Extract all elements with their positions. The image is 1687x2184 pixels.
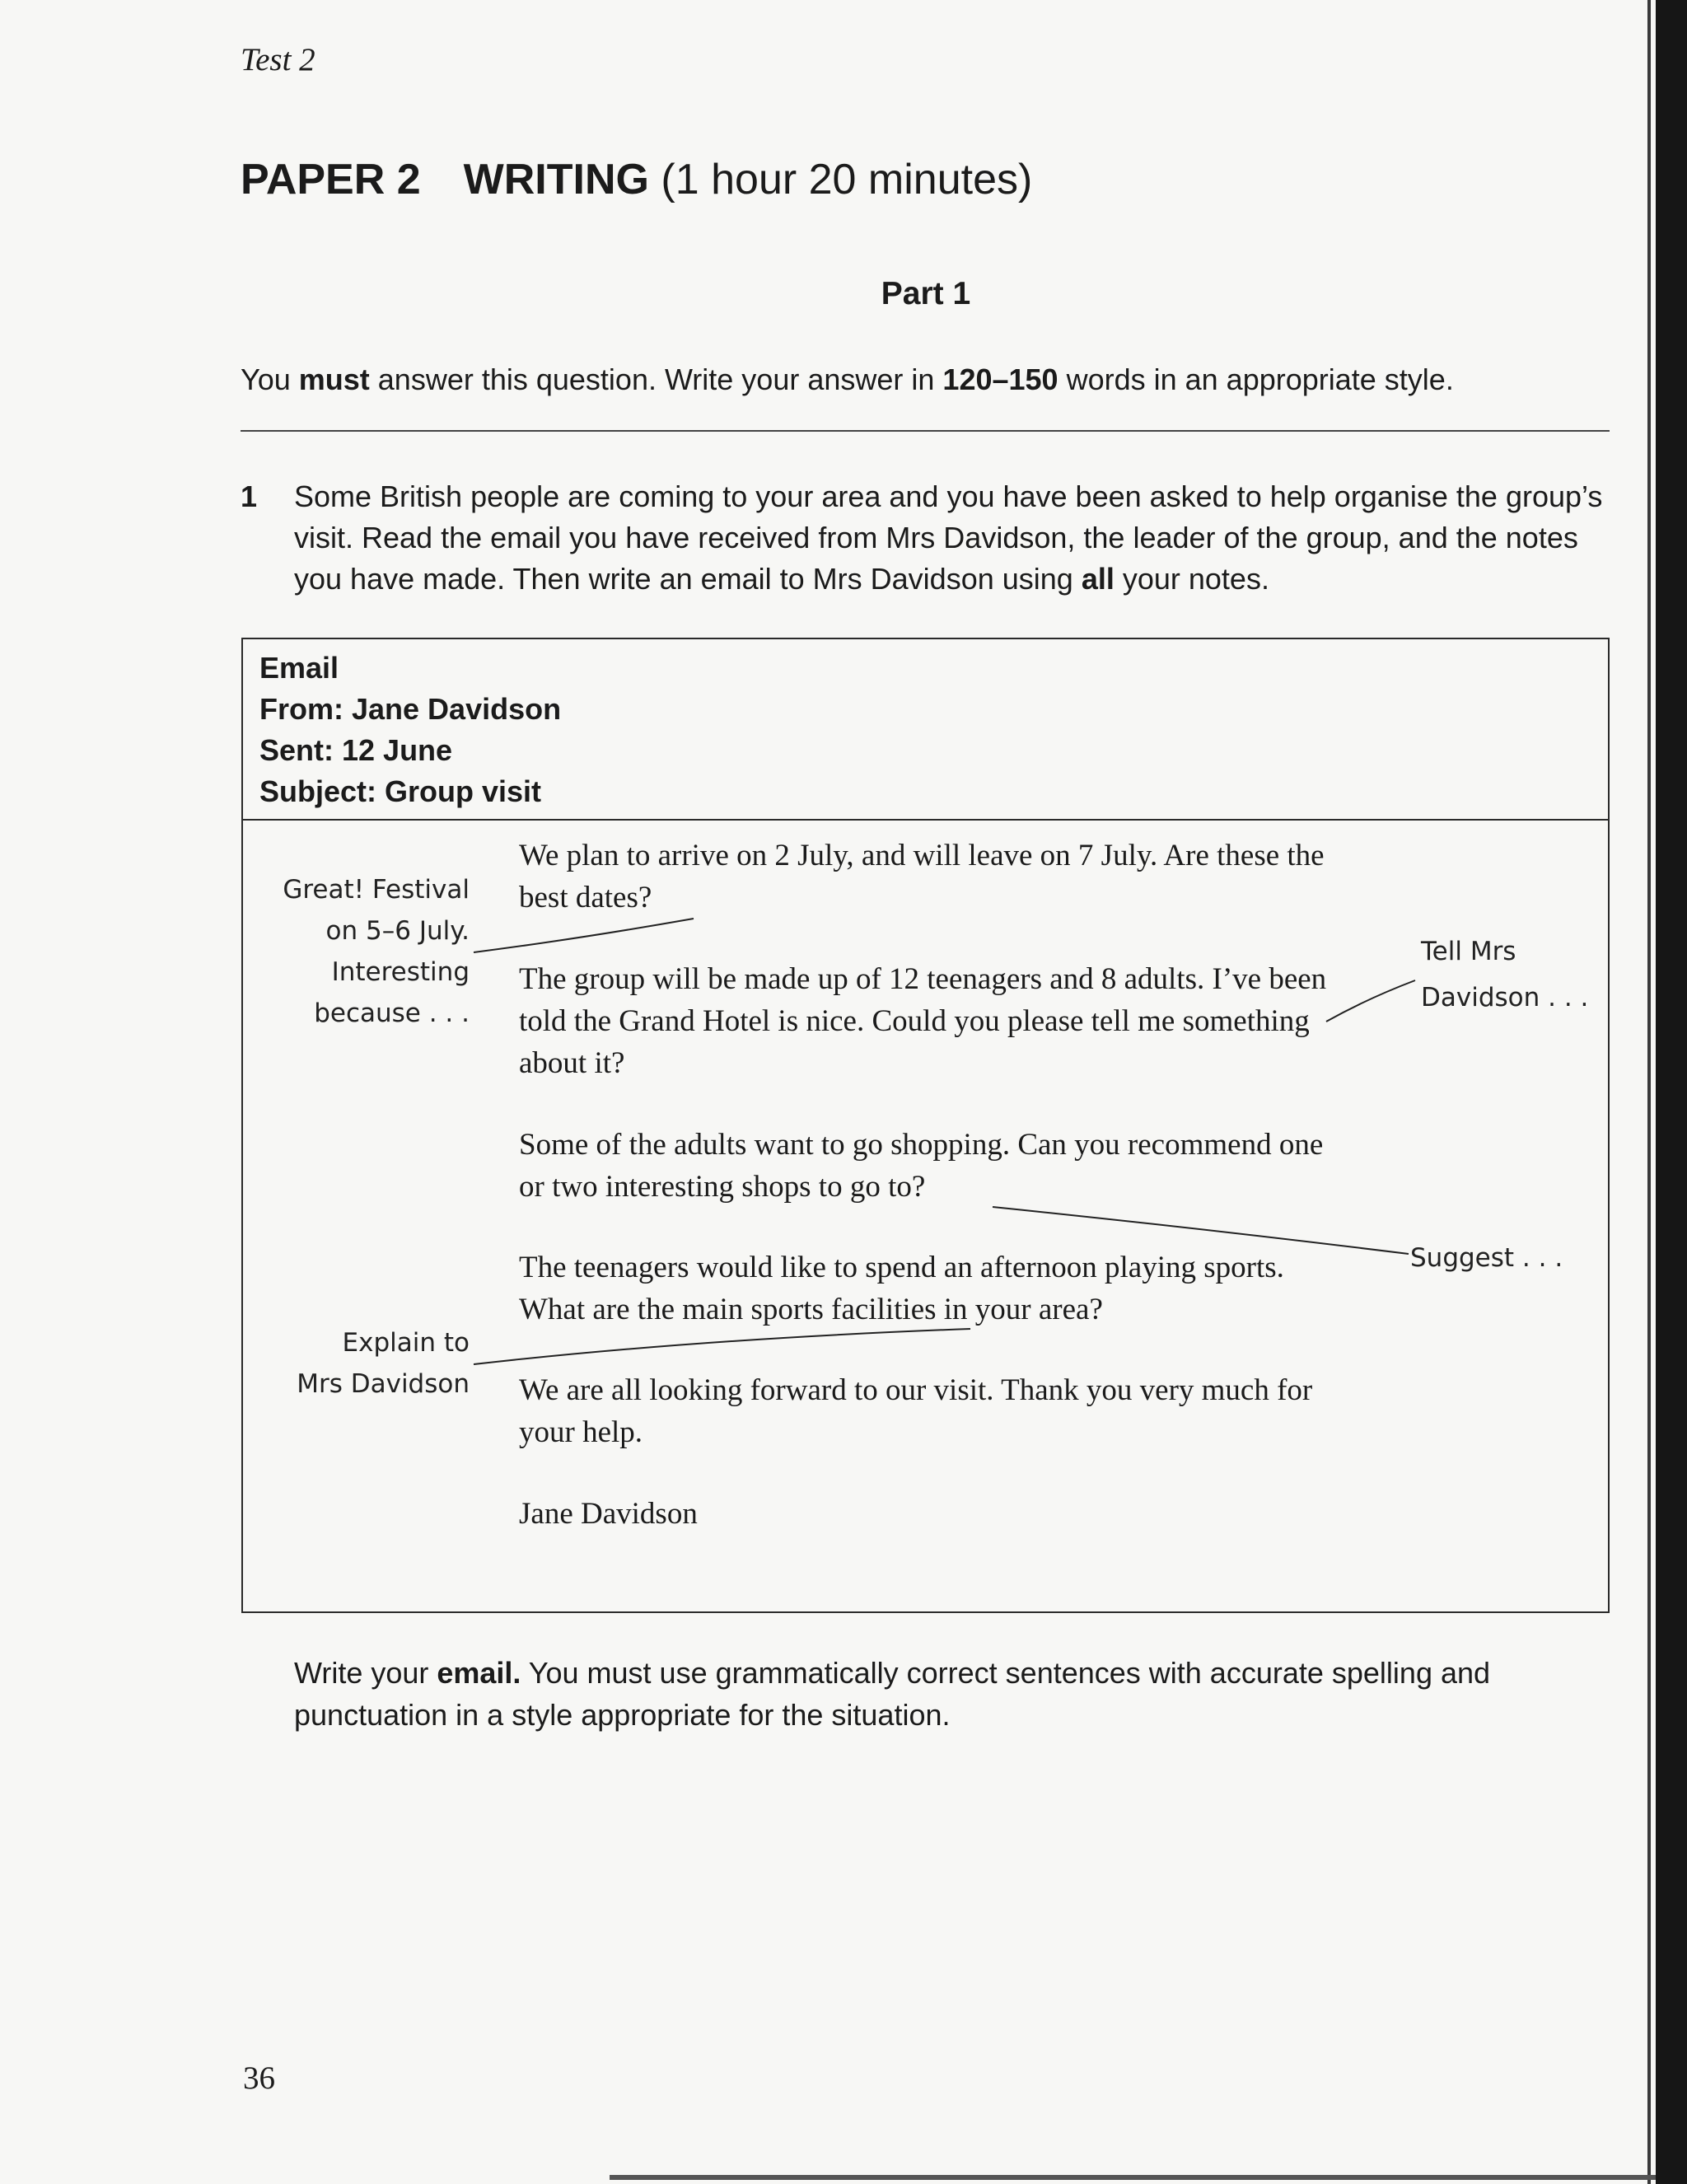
note-festival: Great! Festival on 5–6 July. Interesting because . . . <box>283 875 470 1028</box>
question-number: 1 <box>241 479 258 513</box>
email-sent: Sent: 12 June <box>259 733 453 767</box>
paper-duration: (1 hour 20 minutes) <box>661 156 1033 203</box>
email-signature: Jane Davidson <box>519 1497 698 1531</box>
line-tell-to-hotel <box>1326 980 1415 1022</box>
line-explain-to-sports <box>474 1329 970 1364</box>
email-label: Email <box>259 651 339 685</box>
note-explain: Explain to Mrs Davidson <box>297 1328 470 1399</box>
question-text: Some British people are coming to your area and you have been asked to help organise the group’s visit. Read the email you have received from Mrs Davidson, the leader of the group, and the notes you have made. Then write an email to Mrs Davidson using all your notes. <box>294 479 1603 596</box>
note-tell-mrs-davidson: Tell Mrs Davidson . . . <box>1421 937 1589 1012</box>
line-festival-to-dates <box>474 919 694 952</box>
paper-number: PAPER 2 <box>241 156 421 203</box>
note-suggest: Suggest . . . <box>1410 1243 1563 1273</box>
email-paragraph-dates: We plan to arrive on 2 July, and will leave on 7 July. Are these the best dates? <box>519 839 1325 914</box>
writing-instruction: Write your email. You must use grammatically correct sentences with accurate spelling and punctuation in a style appropriate for the situation. <box>294 1656 1491 1732</box>
part-heading: Part 1 <box>881 276 971 311</box>
email-paragraph-sports: The teenagers would like to spend an afternoon playing sports. What are the main sports facilities in your area? <box>519 1251 1284 1326</box>
line-suggest-to-shops <box>993 1207 1409 1254</box>
email-paragraph-hotel: The group will be made up of 12 teenagers and 8 adults. I’ve been told the Grand Hotel is nice. Could you please tell me something about it? <box>519 962 1327 1080</box>
task-instructions: You must answer this question. Write your answer in 120–150 words in an appropriate style. <box>241 362 1454 396</box>
email-subject: Subject: Group visit <box>259 774 542 808</box>
email-paragraph-closing: We are all looking forward to our visit. Thank you very much for your help. <box>519 1373 1313 1449</box>
email-paragraph-shopping: Some of the adults want to go shopping. Can you recommend one or two interesting shops to go to? <box>519 1128 1324 1204</box>
page-number: 36 <box>243 2060 275 2096</box>
running-header: Test 2 <box>241 42 315 77</box>
paper-section: WRITING <box>463 156 649 203</box>
email-from: From: Jane Davidson <box>259 692 562 726</box>
